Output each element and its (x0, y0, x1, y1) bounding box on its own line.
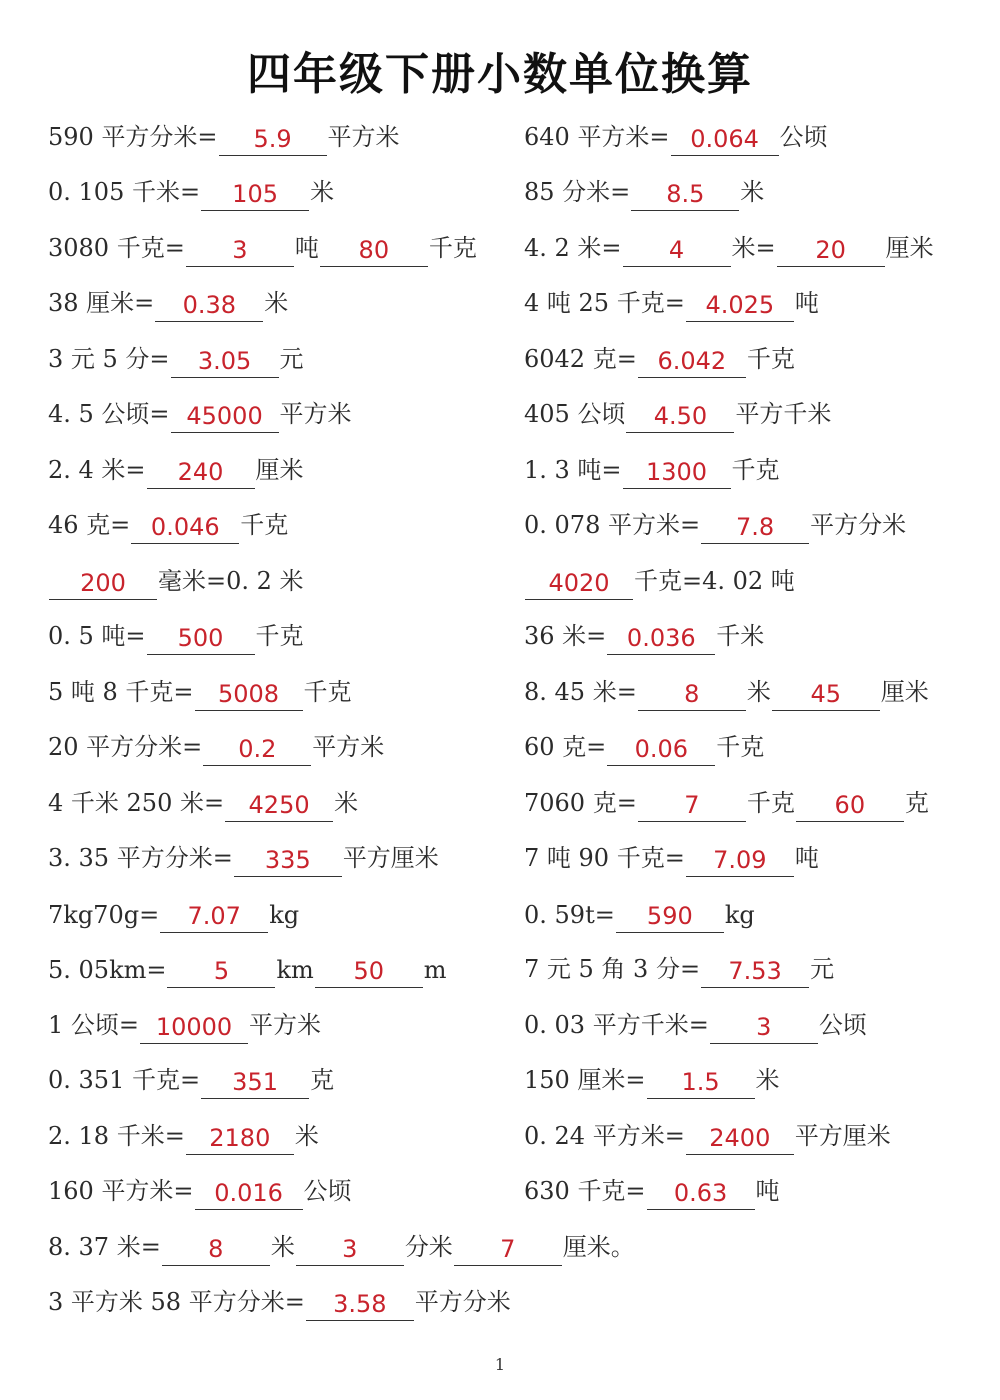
problem-row (524, 378, 984, 434)
answer-blank (147, 448, 255, 489)
answer-value: 5 (213, 957, 230, 985)
problem-text: 米 (755, 1066, 780, 1094)
problem-text: 千克=4. 02 吨 (634, 566, 795, 595)
answer-blank (171, 337, 279, 378)
problem-text: 厘米 (885, 233, 934, 262)
answer-blank (686, 281, 794, 322)
problem-row (48, 544, 508, 600)
answer-value: 0.06 (634, 735, 688, 763)
problem-text: 吨 (294, 233, 319, 262)
problem-text: 千克 (240, 511, 289, 539)
problem-text: 分米 (404, 1232, 453, 1261)
answer-value: 7.09 (713, 846, 767, 874)
answer-blank (623, 226, 731, 267)
answer-blank (306, 1280, 414, 1321)
problem-row (48, 655, 508, 711)
problem-text: 0. 59t= (524, 900, 615, 929)
answer-value: 351 (232, 1068, 278, 1096)
problem-text: m (423, 956, 447, 984)
problem-text: 590 平方分米= (48, 122, 218, 151)
answer-value: 10000 (155, 1012, 233, 1041)
problem-text: 20 平方分米= (48, 733, 203, 761)
answer-value: 50 (353, 957, 385, 985)
problem-row (48, 156, 508, 212)
worksheet-title: 四年级下册小数单位换算 (247, 49, 753, 100)
answer-value: 1.5 (681, 1068, 720, 1096)
problem-row (48, 489, 508, 545)
answer-value: 0.036 (626, 624, 696, 652)
answer-value: 3 (756, 1012, 772, 1041)
problem-text: 640 平方米= (524, 122, 670, 151)
problem-text: 千克 (303, 677, 352, 706)
problem-text: 7060 克= (524, 788, 637, 817)
problem-text: 吨 (755, 1177, 780, 1205)
problem-row (524, 1155, 984, 1211)
answer-blank (701, 503, 809, 544)
answer-value: 8.5 (666, 180, 705, 208)
problem-row (524, 489, 984, 545)
answer-value: 7 (500, 1234, 516, 1263)
answer-blank (623, 448, 731, 489)
problem-text: 平方分米 (810, 511, 907, 539)
problem-text: 5. 05km= (48, 956, 167, 984)
problem-text: 千克 (255, 622, 304, 650)
answer-blank (671, 115, 779, 156)
problem-text: 4 吨 25 千克= (524, 289, 685, 317)
problem-row (524, 211, 984, 267)
problem-text: 米 (264, 289, 289, 317)
problem-text: 米 (740, 178, 765, 206)
problem-row (48, 766, 508, 822)
problem-text: 平方米 (312, 733, 385, 761)
problem-text: 吨 (794, 289, 819, 317)
problem-text: 46 克= (48, 511, 131, 539)
problem-text: 4. 2 米= (524, 233, 622, 262)
problem-text: 3 元 5 分= (48, 344, 170, 373)
problem-row (48, 711, 508, 767)
problem-text: 3 平方米 58 平方分米= (48, 1288, 305, 1316)
problem-text: 0. 5 吨= (48, 622, 146, 650)
problem-text: 0. 24 平方米= (524, 1121, 685, 1150)
answer-value: 3 (342, 1234, 358, 1263)
answer-value: 0.2 (238, 735, 277, 763)
answer-blank (796, 781, 904, 822)
answer-value: 5.9 (253, 124, 292, 153)
answer-blank (631, 170, 739, 211)
problem-text: 米 (746, 677, 771, 706)
problem-row (524, 655, 984, 711)
answer-value: 105 (232, 180, 278, 208)
problem-text: 克 (310, 1066, 335, 1094)
problem-row (48, 1155, 508, 1211)
problem-text: 千克 (731, 455, 780, 484)
problem-text: 米 (270, 1232, 295, 1261)
problem-text: 6042 克= (524, 344, 637, 373)
answer-blank (607, 614, 715, 655)
problem-row (524, 544, 984, 600)
problem-text: 36 米= (524, 622, 607, 650)
problem-row (524, 988, 984, 1044)
problem-row (48, 1044, 508, 1100)
answer-value: 5008 (218, 679, 280, 708)
problem-text: 千克 (716, 733, 765, 761)
answer-blank (225, 781, 333, 822)
problem-text: 0. 351 千克= (48, 1066, 201, 1094)
answer-blank (626, 392, 734, 433)
answer-blank (686, 1114, 794, 1155)
page-number: 1 (494, 1355, 506, 1374)
problem-text: 平方厘米 (342, 844, 439, 872)
problem-row (524, 933, 984, 989)
problem-text: 米 (334, 788, 359, 817)
problem-row (48, 378, 508, 434)
problem-row (48, 1266, 968, 1322)
answer-value: 7.07 (187, 901, 241, 930)
answer-value: 500 (177, 624, 224, 652)
answer-blank (315, 947, 423, 988)
answer-value: 0.064 (690, 124, 759, 153)
answer-blank (234, 836, 342, 877)
problem-text: 平方米 (279, 400, 352, 428)
problem-row (48, 267, 508, 323)
problem-row (524, 433, 984, 489)
problem-row (48, 322, 508, 378)
problem-text: 厘米 (255, 455, 304, 484)
problem-row (524, 877, 984, 933)
answer-blank (647, 1169, 755, 1210)
problem-text: 3. 35 平方分米= (48, 844, 233, 872)
answer-blank (320, 226, 428, 267)
answer-blank (638, 781, 746, 822)
problem-text: 元 (279, 344, 304, 373)
problem-row (524, 1099, 984, 1155)
answer-value: 2400 (709, 1123, 771, 1152)
answer-blank (186, 1114, 294, 1155)
answer-value: 2180 (209, 1123, 271, 1152)
problem-text: 38 厘米= (48, 289, 155, 317)
answer-blank (296, 1225, 404, 1266)
answer-blank (131, 503, 239, 544)
answer-blank (155, 281, 263, 322)
problem-row (524, 322, 984, 378)
problem-text: 千米 (716, 622, 765, 650)
problem-row (48, 100, 508, 156)
answer-blank (147, 614, 255, 655)
answer-value: 60 (834, 790, 866, 819)
problem-text: 千克 (428, 233, 477, 262)
answer-value: 240 (177, 457, 224, 486)
answer-blank (616, 892, 724, 933)
problem-row (524, 100, 984, 156)
problem-text: 2. 4 米= (48, 455, 146, 484)
answer-value: 335 (264, 846, 311, 874)
answer-blank (607, 725, 715, 766)
answer-blank (525, 559, 633, 600)
answer-value: 3.05 (197, 346, 252, 375)
answer-blank (647, 1058, 755, 1099)
problem-text: 60 克= (524, 733, 607, 761)
problem-text: 千克 (746, 788, 795, 817)
answer-blank (638, 670, 746, 711)
answer-blank (777, 226, 885, 267)
problem-text: 630 千克= (524, 1177, 646, 1205)
problem-text: 厘米。 (562, 1232, 635, 1261)
problem-row (48, 933, 508, 989)
problem-text: 0. 078 平方米= (524, 511, 701, 539)
answer-blank (171, 392, 279, 433)
problem-text: 米 (294, 1121, 319, 1150)
answer-blank (160, 892, 268, 933)
answer-value: 4 (668, 235, 685, 264)
problem-text: 公顷 (303, 1177, 352, 1205)
answer-value: 0.016 (214, 1179, 283, 1207)
problem-text: 1. 3 吨= (524, 455, 622, 484)
problem-row (524, 766, 984, 822)
problem-text: 0. 03 平方千米= (524, 1010, 709, 1039)
problem-text: 元 (810, 955, 835, 983)
answer-blank (454, 1225, 562, 1266)
answer-blank (203, 725, 311, 766)
answer-blank (195, 670, 303, 711)
problem-row (48, 600, 508, 656)
problem-row (524, 600, 984, 656)
answer-blank (686, 836, 794, 877)
answer-value: 45 (810, 679, 842, 708)
answer-blank (49, 559, 157, 600)
answer-value: 0.38 (182, 291, 236, 319)
problem-text: 4 千米 250 米= (48, 788, 225, 817)
problem-text: 米= (731, 233, 776, 262)
answer-value: 20 (815, 235, 846, 264)
answer-value: 7.8 (735, 513, 775, 541)
problem-row (48, 1210, 968, 1266)
answer-value: 4.025 (705, 291, 775, 319)
problem-text: 7 元 5 角 3 分= (524, 955, 701, 983)
answer-value: 3 (232, 235, 248, 264)
problem-text: 米 (310, 178, 335, 206)
problem-row (524, 156, 984, 212)
problem-text: 公顷 (779, 122, 828, 151)
problem-text: 公顷 (818, 1010, 867, 1039)
problem-text: 3080 千克= (48, 233, 185, 262)
answer-value: 0.046 (150, 513, 220, 541)
problem-row (48, 822, 508, 878)
problem-text: km (276, 956, 314, 984)
problem-text: 0. 105 千米= (48, 178, 201, 206)
problem-row (524, 1044, 984, 1100)
answer-blank (186, 226, 294, 267)
problem-text: 1 公顷= (48, 1010, 140, 1039)
problem-text: 8. 37 米= (48, 1232, 161, 1261)
problem-text: kg (724, 900, 755, 929)
answer-value: 8 (208, 1234, 224, 1263)
problem-text: 7kg70g= (48, 900, 160, 929)
answer-blank (201, 1058, 309, 1099)
problem-text: 克 (904, 788, 929, 817)
problem-row (48, 1099, 508, 1155)
problem-text: 4. 5 公顷= (48, 400, 170, 428)
problem-text: 405 公顷 (524, 400, 626, 428)
problem-row (524, 267, 984, 323)
answer-value: 80 (358, 235, 390, 264)
answer-value: 1300 (646, 457, 708, 486)
answer-value: 4250 (248, 790, 310, 819)
problem-text: 2. 18 千米= (48, 1121, 185, 1150)
problem-text: 平方米 (327, 122, 400, 151)
answer-value: 4020 (548, 568, 610, 597)
answer-value: 4.50 (653, 402, 708, 430)
problem-text: 150 厘米= (524, 1066, 646, 1094)
problem-text: 5 吨 8 千克= (48, 677, 194, 706)
problem-row (524, 822, 984, 878)
answer-value: 7 (684, 790, 700, 819)
answer-value: 7.53 (728, 957, 782, 985)
answer-blank (701, 947, 809, 988)
problem-text: 7 吨 90 千克= (524, 844, 685, 872)
answer-blank (195, 1169, 303, 1210)
answer-value: 0.63 (673, 1179, 728, 1207)
problem-row (48, 211, 508, 267)
problem-row (48, 433, 508, 489)
answer-blank (167, 947, 275, 988)
answer-blank (710, 1003, 818, 1044)
answer-blank (201, 170, 309, 211)
problem-text: 8. 45 米= (524, 677, 637, 706)
problem-text: 厘米 (880, 677, 929, 706)
problem-text: 85 分米= (524, 178, 631, 206)
problem-text: 毫米=0. 2 米 (158, 566, 304, 595)
answer-value: 6.042 (657, 346, 727, 375)
answer-blank (162, 1225, 270, 1266)
problem-text: 160 平方米= (48, 1177, 194, 1205)
problem-text: 吨 (794, 844, 819, 872)
answer-value: 3.58 (333, 1290, 387, 1318)
problem-text: 平方厘米 (794, 1121, 891, 1150)
problem-text: 平方分米 (414, 1288, 511, 1316)
answer-blank (772, 670, 880, 711)
problem-row (48, 988, 508, 1044)
left-column (48, 100, 508, 1210)
problem-text: 千克 (746, 344, 795, 373)
answer-blank (638, 337, 746, 378)
answer-value: 8 (684, 679, 700, 708)
problem-row (524, 711, 984, 767)
right-column (524, 100, 984, 1210)
answer-value: 45000 (186, 402, 263, 430)
answer-blank (140, 1003, 248, 1044)
answer-value: 590 (646, 901, 693, 930)
answer-value: 200 (80, 568, 126, 597)
problem-text: 平方米 (249, 1010, 322, 1039)
answer-blank (219, 115, 327, 156)
problem-row (48, 877, 508, 933)
problem-text: kg (269, 900, 300, 929)
problem-text: 平方千米 (735, 400, 832, 428)
